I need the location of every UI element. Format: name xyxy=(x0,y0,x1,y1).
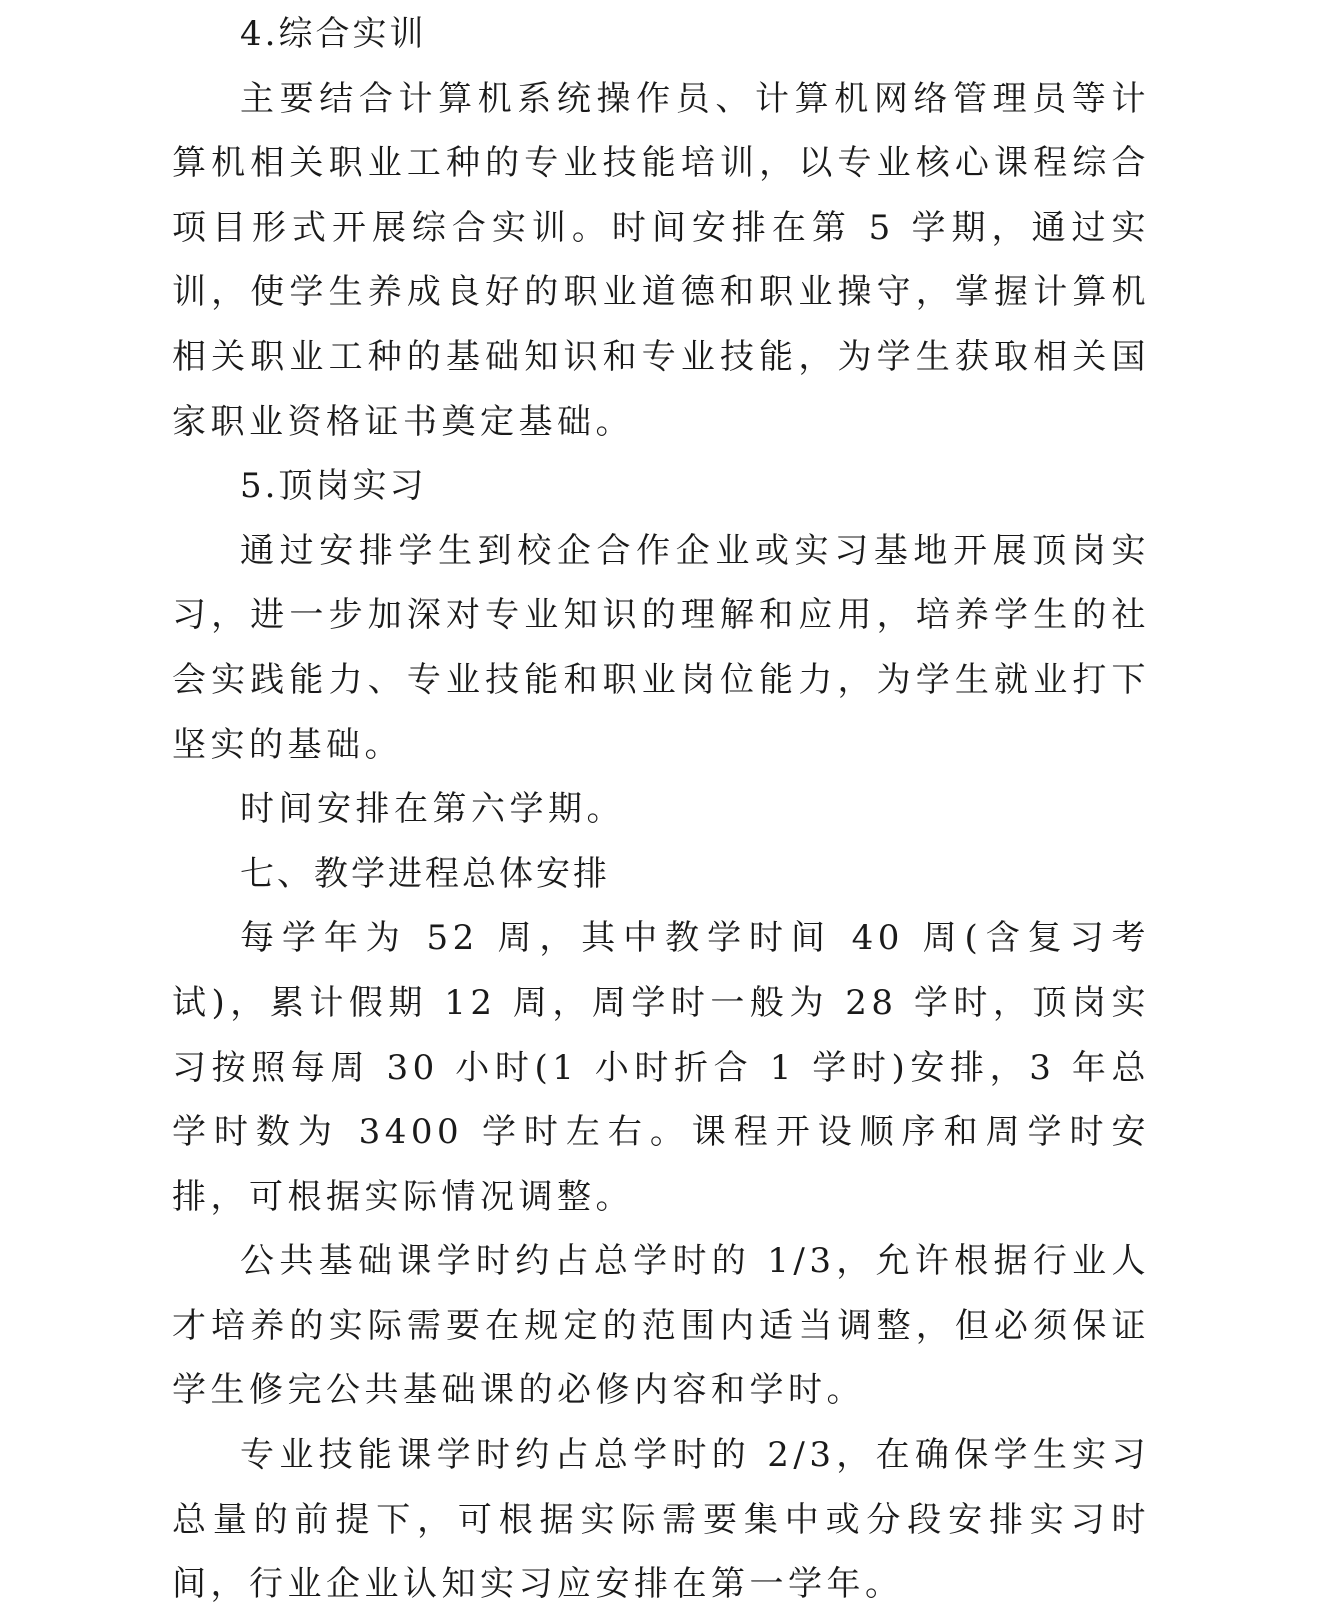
paragraph-internship: 通过安排学生到校企合作企业或实习基地开展顶岗实习，进一步加深对专业知识的理解和应用，培养学生的社会实践能力、专业技能和职业岗位能力，为学生就业打下坚实的基础。 xyxy=(172,530,1150,765)
paragraph-internship-schedule: 时间安排在第六学期。 xyxy=(240,789,625,830)
paragraph-academic-year: 每学年为 52 周，其中教学时间 40 周(含复习考试)，累计假期 12 周，周学时一般为 28 学时，顶岗实习按照每周 30 小时(1 小时折合 1 学时)安排，3 年总学时数为 3400 学时左右。课程开设顺序和周学时安排，可根据实际情况调整。 xyxy=(172,918,1150,1217)
paragraph-public-courses: 公共基础课学时约占总学时的 1/3，允许根据行业人才培养的实际需要在规定的范围内适当调整，但必须保证学生修完公共基础课的必修内容和学时。 xyxy=(172,1241,1150,1411)
document-page xyxy=(172,2,1150,1617)
section-heading-comprehensive-training: 4.综合实训 xyxy=(240,14,427,54)
paragraph-professional-courses: 专业技能课学时约占总学时的 2/3，在确保学生实习总量的前提下，可根据实际需要集中或分段安排实习时间，行业企业认知实习应安排在第一学年。 xyxy=(172,1435,1150,1605)
section-heading-teaching-schedule: 七、教学进程总体安排 xyxy=(240,853,610,894)
section-heading-internship: 5.顶岗实习 xyxy=(240,466,427,507)
paragraph-comprehensive-training: 主要结合计算机系统操作员、计算机网络管理员等计算机相关职业工种的专业技能培训，以专业核心课程综合项目形式开展综合实训。时间安排在第 5 学期，通过实训，使学生养成良好的职业道德和职业操守，掌握计算机相关职业工种的基础知识和专业技能，为学生获取相关国家职业资格证书奠定基础。 xyxy=(172,78,1150,442)
